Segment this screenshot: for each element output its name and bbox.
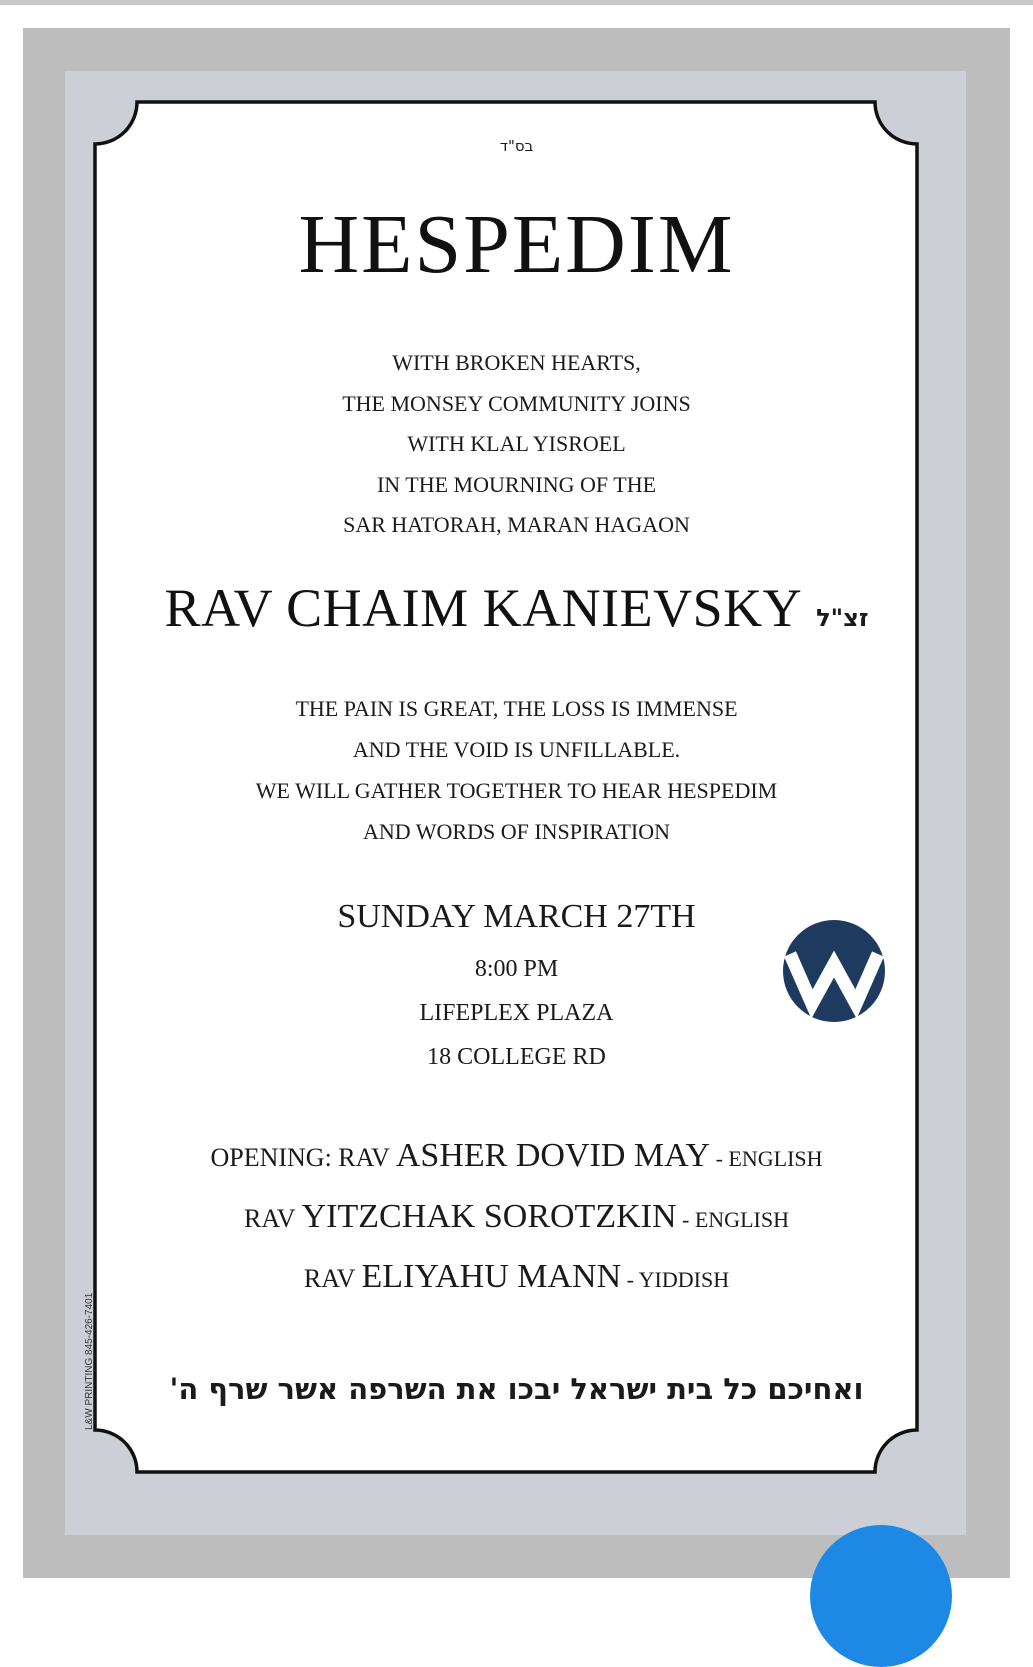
intro-line: WITH BROKEN HEARTS,	[392, 350, 641, 375]
event-time: 8:00 PM	[474, 956, 559, 982]
speaker-line	[0, 1258, 1033, 1296]
hebrew-verse: ואחיכם כל בית ישראל יבכו את השרפה אשר שרף ה'	[169, 1372, 864, 1406]
intro-line: WITH KLAL YISROEL	[407, 431, 626, 456]
pain-line: AND THE VOID IS UNFILLABLE.	[352, 737, 681, 762]
intro-line: THE MONSEY COMMUNITY JOINS	[342, 390, 691, 416]
bsd-header: בס"ד	[499, 137, 534, 155]
speaker-prefix: OPENING: RAV	[210, 1143, 396, 1172]
speaker-prefix: RAV	[244, 1204, 302, 1233]
pain-line: THE PAIN IS GREAT, THE LOSS IS IMMENSE	[295, 696, 738, 721]
speaker-name: ELIYAHU MANN	[361, 1258, 622, 1295]
speaker-line	[0, 1198, 1033, 1236]
honoree-name: RAV CHAIM KANIEVSKY	[164, 578, 803, 638]
speaker-prefix: RAV	[303, 1264, 362, 1293]
intro-line: SAR HATORAH, MARAN HAGAON	[343, 512, 690, 537]
w-circle-logo-icon	[782, 918, 886, 1024]
printer-credit: L&W PRINTING 845-426-7401	[84, 1292, 95, 1430]
event-date: SUNDAY MARCH 27TH	[337, 898, 696, 935]
poster-title: HESPEDIM	[298, 198, 735, 291]
pain-text	[0, 688, 1033, 852]
honoree-row	[0, 577, 1033, 639]
event-address: 18 COLLEGE RD	[427, 1044, 606, 1070]
speaker-name: ASHER DOVID MAY	[395, 1137, 711, 1174]
speaker-name: YITZCHAK SOROTZKIN	[301, 1198, 677, 1235]
pain-line: WE WILL GATHER TOGETHER TO HEAR HESPEDIM	[255, 778, 778, 803]
speaker-language: - YIDDISH	[621, 1267, 730, 1292]
honoree-abbreviation: זצ"ל	[816, 604, 869, 632]
intro-text	[0, 343, 1033, 546]
speaker-line	[0, 1137, 1033, 1175]
floating-action-button[interactable]	[810, 1525, 952, 1667]
speaker-language: - ENGLISH	[676, 1207, 789, 1232]
pain-line: AND WORDS OF INSPIRATION	[362, 819, 670, 844]
speaker-language: - ENGLISH	[710, 1146, 823, 1171]
intro-line: IN THE MOURNING OF THE	[376, 471, 657, 497]
event-venue: LIFEPLEX PLAZA	[419, 1000, 614, 1026]
